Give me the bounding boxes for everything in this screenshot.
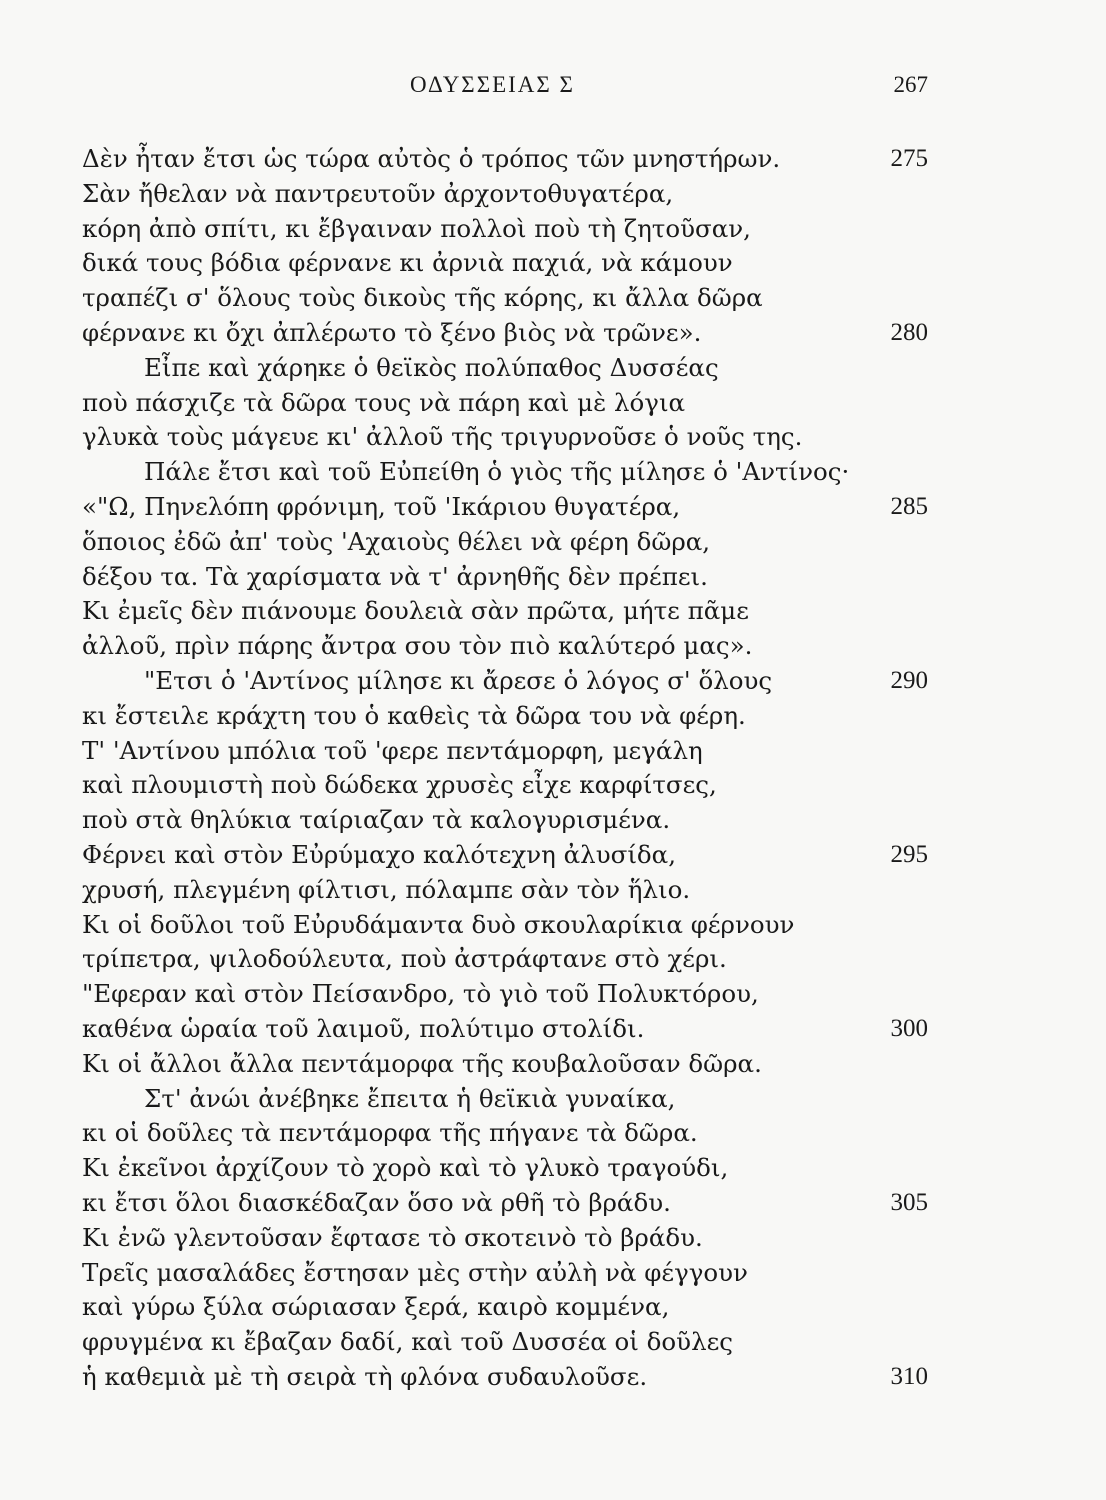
page-title: ΟΔΥΣΣΕΙΑΣ Σ (410, 72, 575, 97)
line-number: 310 (890, 1362, 928, 1390)
verse-line (82, 1047, 932, 1082)
verse-line (82, 803, 932, 838)
verse-text: καὶ πλουμιστὴ ποὺ δώδεκα χρυσὲς εἶχε καρφίτσες, (82, 770, 717, 800)
verse-text: Κι ἐκεῖνοι ἀρχίζουν τὸ χορὸ καὶ τὸ γλυκὸ τραγούδι, (82, 1153, 729, 1183)
verse-text: φρυγμένα κι ἔβαζαν δαδί, καὶ τοῦ Δυσσέα οἱ δοῦλες (82, 1327, 734, 1357)
verse-text: Κι ἐνῶ γλεντοῦσαν ἔφτασε τὸ σκοτεινὸ τὸ βράδυ. (82, 1222, 703, 1252)
verse-line (82, 1325, 932, 1360)
verse-line (82, 1082, 932, 1117)
verse-line (82, 908, 932, 943)
verse-line (82, 977, 932, 1012)
verse-line (82, 177, 932, 212)
page-number: 267 (893, 72, 928, 97)
verse-text: ποὺ πάσχιζε τὰ δῶρα τους νὰ πάρη καὶ μὲ λόγια (82, 387, 686, 417)
verse-line (82, 1290, 932, 1325)
verse-line (82, 873, 932, 908)
verse-text: «"Ω, Πηνελόπη φρόνιμη, τοῦ 'Ικάριου θυγατέρα, (82, 491, 681, 521)
verse-text: Κι ἐμεῖς δὲν πιάνουμε δουλειὰ σὰν πρῶτα, μήτε πᾶμε (82, 596, 749, 626)
verse-text: χρυσή, πλεγμένη φίλτισι, πόλαμπε σὰν τὸν ἥλιο. (82, 874, 691, 904)
verse-line (82, 212, 932, 247)
verse-line (82, 1012, 932, 1047)
verse-text: Πάλε ἔτσι καὶ τοῦ Εὐπείθη ὁ γιὸς τῆς μίλησε ὁ 'Αντίνος· (144, 457, 850, 487)
verse-text: ποὺ στὰ θηλύκια ταίριαζαν τὰ καλογυρισμένα. (82, 805, 671, 835)
line-number: 275 (890, 145, 928, 172)
verse-text: ὅποιος ἐδῶ ἀπ' τοὺς 'Αχαιοὺς θέλει νὰ φέρη δῶρα, (82, 526, 711, 556)
verse-text: τρίπετρα, ψιλοδούλευτα, ποὺ ἀστράφτανε στὸ χέρι. (82, 944, 727, 974)
verse-text: Κι οἱ ἄλλοι ἄλλα πεντάμορφα τῆς κουβαλοῦσαν δῶρα. (82, 1048, 762, 1078)
verse-line (82, 1256, 932, 1291)
verse-line (82, 420, 932, 455)
verse-text: κι ἔτσι ὅλοι διασκέδαζαν ὅσο νὰ ρθῆ τὸ βράδυ. (82, 1187, 671, 1217)
verse-line (82, 386, 932, 421)
verse-line (82, 768, 932, 803)
verse-line (82, 594, 932, 629)
verse-text: δέξου τα. Τὰ χαρίσματα νὰ τ' ἀρνηθῆς δὲν πρέπει. (82, 561, 708, 591)
verse-line (82, 142, 932, 177)
line-number: 290 (890, 666, 928, 694)
verse-text: κι ἔστειλε κράχτη του ὁ καθεὶς τὰ δῶρα του νὰ φέρη. (82, 700, 746, 730)
verse-text: Τρεῖς μασαλάδες ἔστησαν μὲς στὴν αὐλὴ νὰ φέγγουν (82, 1257, 748, 1287)
verse-line (82, 316, 932, 351)
verse-line (82, 1116, 932, 1151)
verse-line (82, 942, 932, 977)
verse-text: καὶ γύρω ξύλα σώριασαν ξερά, καιρὸ κομμένα, (82, 1292, 670, 1322)
verse-line (82, 455, 932, 490)
line-number: 280 (890, 318, 928, 346)
verse-line (82, 490, 932, 525)
verse-text: Δὲν ἦταν ἔτσι ὡς τώρα αὐτὸς ὁ τρόπος τῶν μνηστήρων. (82, 144, 781, 173)
verse-text: Στ' ἀνώι ἀνέβηκε ἔπειτα ἡ θεϊκιὰ γυναίκα, (144, 1083, 676, 1113)
verse-text: Σὰν ἤθελαν νὰ παντρευτοῦν ἀρχοντοθυγατέρα, (82, 178, 674, 208)
verse-line (82, 1186, 932, 1221)
verse-text: τραπέζι σ' ὅλους τοὺς δικοὺς τῆς κόρης, κι ἄλλα δῶρα (82, 283, 763, 313)
line-number: 300 (890, 1014, 928, 1042)
verse-text: ἀλλοῦ, πρὶν πάρης ἄντρα σου τὸν πιὸ καλύτερό μας». (82, 631, 753, 661)
verse-line (82, 525, 932, 560)
verse-text: Κι οἱ δοῦλοι τοῦ Εὐρυδάμαντα δυὸ σκουλαρίκια φέρνουν (82, 909, 795, 939)
verse-text: δικά τους βόδια φέρνανε κι ἀρνιὰ παχιά, νὰ κάμουν (82, 248, 733, 278)
verse-text: Τ' 'Αντίνου μπόλια τοῦ 'φερε πεντάμορφη, μεγάλη (82, 735, 703, 765)
verse-line (82, 734, 932, 769)
verse-text: γλυκὰ τοὺς μάγευε κι' ἀλλοῦ τῆς τριγυρνοῦσε ὁ νοῦς της. (82, 422, 803, 452)
verse-text: "Ετσι ὁ 'Αντίνος μίλησε κι ἄρεσε ὁ λόγος σ' ὅλους (144, 665, 773, 695)
line-number: 295 (890, 840, 928, 868)
verse-text: "Εφεραν καὶ στὸν Πείσανδρο, τὸ γιὸ τοῦ Πολυκτόρου, (82, 979, 759, 1009)
line-number: 285 (890, 492, 928, 520)
verse-line (82, 629, 932, 664)
verse-line (82, 351, 932, 386)
verse-text: φέρνανε κι ὄχι ἀπλέρωτο τὸ ξένο βιὸς νὰ τρῶνε». (82, 317, 702, 347)
verse-text: Εἶπε καὶ χάρηκε ὁ θεϊκὸς πολύπαθος Δυσσέας (144, 352, 719, 382)
verse-line (82, 1221, 932, 1256)
verse-line (82, 664, 932, 699)
verse-text: κόρη ἀπὸ σπίτι, κι ἔβγαιναν πολλοὶ ποὺ τὴ ζητοῦσαν, (82, 213, 751, 243)
verse-line (82, 699, 932, 734)
running-head (0, 72, 1106, 112)
verse-line (82, 560, 932, 595)
verse-text: Φέρνει καὶ στὸν Εὐρύμαχο καλότεχνη ἀλυσίδα, (82, 839, 677, 869)
verse-line (82, 1360, 932, 1395)
verse-text: καθένα ὡραία τοῦ λαιμοῦ, πολύτιμο στολίδι. (82, 1013, 645, 1043)
verse-text: κι οἱ δοῦλες τὰ πεντάμορφα τῆς πήγανε τὰ δῶρα. (82, 1118, 698, 1148)
verse-line (82, 281, 932, 316)
verse-text: ἡ καθεμιὰ μὲ τὴ σειρὰ τὴ φλόνα συδαυλοῦσε. (82, 1361, 648, 1391)
verse-line (82, 838, 932, 873)
verse-line (82, 246, 932, 281)
verse-block (82, 142, 932, 1395)
line-number: 305 (890, 1188, 928, 1216)
verse-line (82, 1151, 932, 1186)
